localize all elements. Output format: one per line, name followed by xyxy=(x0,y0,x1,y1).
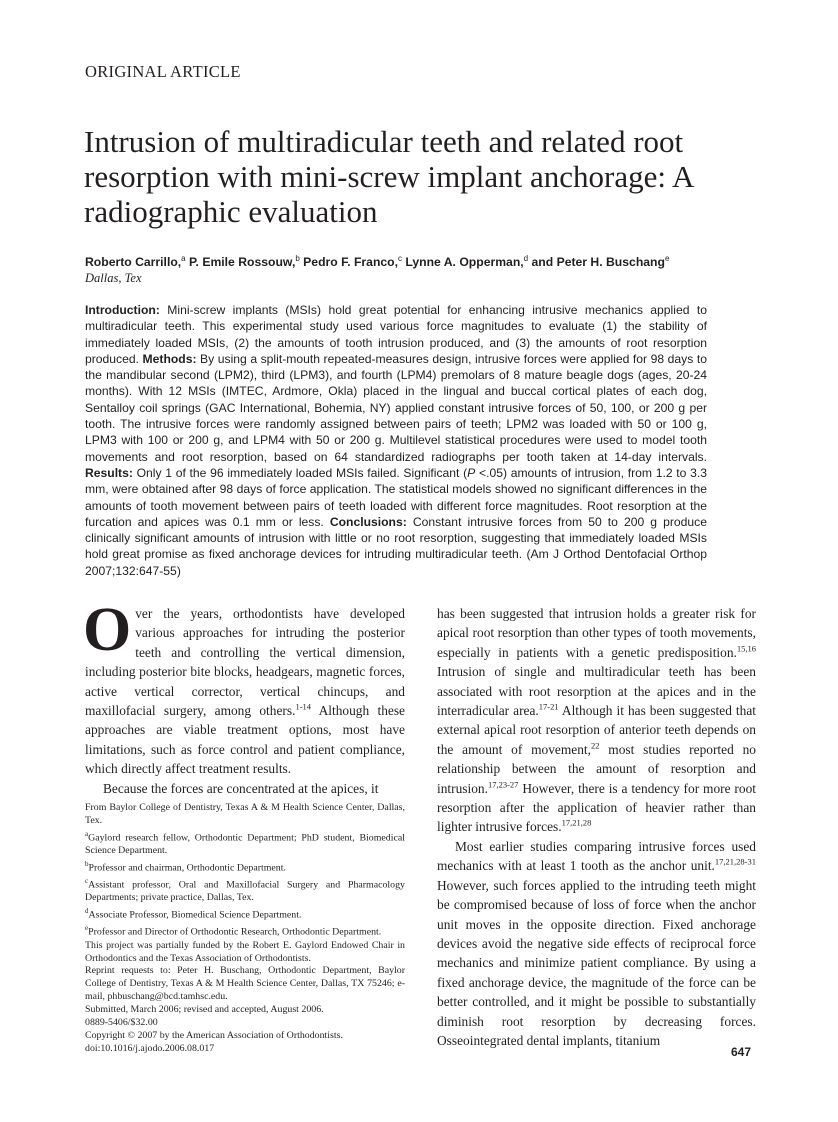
citation-reference: 17,23-27 xyxy=(487,779,519,790)
body-text: has been suggested that intrusion holds a greater risk for apical root resorption than other types of tooth movements, especially in patients with a genetic predisposition. xyxy=(437,606,756,660)
footnotes xyxy=(85,802,405,1056)
footnote xyxy=(85,1017,405,1030)
footnote-text: 0889-5406/$32.00 xyxy=(85,1017,158,1029)
author-name: and Peter H. Buschang xyxy=(528,255,665,270)
affiliation-marker: e xyxy=(664,254,670,263)
footnote-text: Professor and chairman, Orthodontic Department. xyxy=(88,862,286,874)
author-list xyxy=(85,254,669,269)
footnote xyxy=(85,828,405,858)
body-paragraph xyxy=(437,837,756,1050)
abstract-text: Mini-screw implants (MSIs) hold great potential for enhancing intrusive mechanics applied to multiradicular teeth. This experimental study used various force magnitudes to evaluate (1) the stability of immediately loaded MSIs, (2) the amounts of tooth intrusion produced, and (3) the amounts of root resorption produced. xyxy=(85,303,707,366)
abstract-heading: Results: xyxy=(85,465,133,480)
footnote xyxy=(85,1004,405,1017)
footnote-text: This project was partially funded by the Robert E. Gaylord Endowed Chair in Orthodontics and the Texas Association of Orthodontists. xyxy=(85,939,405,964)
footnote-marker: b xyxy=(85,859,89,868)
body-text: Although these approaches are viable treatment options, most have limitations, such as force control and patient compliance, which directly affect treatment results. xyxy=(85,703,405,777)
footnote-marker: e xyxy=(85,924,89,933)
page-number: 647 xyxy=(731,1045,752,1059)
author-name: Lynne A. Opperman, xyxy=(402,255,524,270)
footnote xyxy=(85,965,405,1004)
body-text: Most earlier studies comparing intrusive forces used mechanics with at least 1 tooth as the anchor unit. xyxy=(437,838,756,874)
affiliation-marker: d xyxy=(523,254,529,263)
abstract-italic: P xyxy=(467,465,476,480)
footnote-text: From Baylor College of Dentistry, Texas A & M Health Science Center, Dallas, Tex. xyxy=(85,802,405,826)
citation-reference: 17,21,28-31 xyxy=(714,856,756,867)
abstract xyxy=(85,302,707,579)
body-column-right xyxy=(437,604,756,1050)
affiliation-marker: a xyxy=(181,254,186,263)
body-text: most studies reported no relationship between the amount of resorption and intrusion. xyxy=(437,741,756,796)
body-text: Because the forces are concentrated at the apices, it xyxy=(103,780,379,796)
footnote-text: Gaylord research fellow, Orthodontic Department; PhD student, Biomedical Science Department. xyxy=(85,832,405,857)
affiliation-marker: c xyxy=(398,254,402,263)
footnote xyxy=(85,875,405,905)
footnote xyxy=(85,940,405,966)
footnote-marker: a xyxy=(85,829,89,838)
section-label: ORIGINAL ARTICLE xyxy=(85,62,241,81)
citation-reference: 17-21 xyxy=(538,701,559,712)
affiliation-marker: b xyxy=(295,254,300,263)
citation-reference: 22 xyxy=(591,740,600,751)
body-paragraph xyxy=(85,779,405,798)
footnote xyxy=(85,802,405,828)
abstract-heading: Conclusions: xyxy=(329,514,407,529)
author-name: P. Emile Rossouw, xyxy=(185,255,296,270)
author-name: Pedro F. Franco, xyxy=(299,255,398,270)
author-location: Dallas, Tex xyxy=(85,271,142,285)
footnote-text: Professor and Director of Orthodontic Research, Orthodontic Department. xyxy=(88,926,382,938)
footnote xyxy=(85,905,405,922)
citation-reference: 1-14 xyxy=(295,701,312,712)
abstract-text: Only 1 of the 96 immediately loaded MSIs failed. Significant ( xyxy=(132,465,468,480)
footnote xyxy=(85,1043,405,1056)
footnote-marker: c xyxy=(85,877,89,886)
author-name: Roberto Carrillo, xyxy=(85,255,182,270)
footnote-text: Associate Professor, Biomedical Science Department. xyxy=(88,909,302,921)
body-text: However, such forces applied to the intruding teeth might be compromised because of loss of force when the anchor unit moves in the opposite direction. Fixed anchorage devices avoid the negative side effects of reciprocal force mechanics and minimize patient compliance. By using a fixed anchorage device, the magnitude of the force can be better controlled, and it might be possible to substantially diminish root resorption by decreasing forces. Osseointegrated dental implants, titanium xyxy=(437,877,756,1048)
abstract-text: <.05) amounts of intrusion, from 1.2 to 3.3 mm, were obtained after 98 days of force application. The statistical models showed no significant differences in the amounts of tooth movement between pairs of teeth loaded with different force magnitudes. Root resorption at the furcation and apices was 0.1 mm or less. xyxy=(85,465,708,529)
body-text: Although it has been suggested that external apical root resorption of anterior teeth depends on the amount of movement, xyxy=(437,703,756,757)
abstract-text: By using a split-mouth repeated-measures design, intrusive forces were applied for 98 days to the mandibular second (LPM2), third (LPM3), and fourth (LPM4) premolars of 8 mature beagle dogs (ages, 20-24 months). With 12 MSIs (IMTEC, Ardmore, Okla) placed in the lingual and buccal cortical plates of each dog, Sentalloy coil springs (GAC International, Bohemia, NY) applied constant intrusive forces of 50, 100, or 200 g per tooth. The intrusive forces were randomly assigned between pairs of teeth; LPM2 was loaded with 50 or 100 g, LPM3 with 100 or 200 g, and LPM4 with 50 or 200 g. Multilevel statistical procedures were used to model tooth movements and root resorption, based on 64 standardized radiographs per tooth taken at 14-day intervals. xyxy=(85,351,707,464)
citation-reference: 17,21,28 xyxy=(561,818,592,828)
footnote xyxy=(85,922,405,939)
footnote xyxy=(85,858,405,875)
drop-cap: O xyxy=(83,596,132,664)
footnote-text: Reprint requests to: Peter H. Buschang, Orthodontic Department, Baylor College of Dentistry, Texas A & M Health Science Center, Dallas, TX 75246; e-mail, phbuschang@bcd.tamhsc.edu. xyxy=(85,965,405,1003)
abstract-heading: Methods: xyxy=(142,351,197,366)
body-text: ver the years, orthodontists have developed various approaches for intruding the posterior teeth and controlling the vertical dimension, including posterior bite blocks, headgears, magnetic forces, active vertical corrector, vertical chincups, and maxillofacial surgery, among others. xyxy=(85,606,405,719)
footnote xyxy=(85,1030,405,1043)
article-title: Intrusion of multiradicular teeth and related root resorption with mini-screw implant anchorage: A radiographic evaluation xyxy=(84,124,693,229)
body-text: Intrusion of single and multiradicular teeth has been associated with root resorption at the apices and in the interradicular area. xyxy=(437,664,756,719)
footnote-text: Copyright © 2007 by the American Association of Orthodontists. xyxy=(85,1029,343,1041)
citation-reference: 15,16 xyxy=(736,643,756,654)
footnote-text: Submitted, March 2006; revised and accepted, August 2006. xyxy=(85,1004,324,1016)
body-paragraph xyxy=(437,604,756,837)
body-column-left xyxy=(83,596,405,798)
footnote-text: Assistant professor, Oral and Maxillofacial Surgery and Pharmacology Departments; private practice, Dallas, Tex. xyxy=(85,879,405,904)
footnote-marker: d xyxy=(85,907,89,916)
footnote-text: doi:10.1016/j.ajodo.2006.08.017 xyxy=(85,1042,215,1054)
abstract-text: Constant intrusive forces from 50 to 200 g produce clinically significant amounts of intrusion with little or no root resorption, suggesting that immediately loaded MSIs hold great promise as fixed anchorage devices for intruding multiradicular teeth. (Am J Orthod Dentofacial Orthop 2007;132:647-55) xyxy=(85,514,707,578)
abstract-heading: Introduction: xyxy=(85,303,160,317)
body-text: However, there is a tendency for more root resorption after the application of heavier rather than lighter intrusive forces. xyxy=(437,780,756,835)
body-paragraph xyxy=(83,596,405,779)
